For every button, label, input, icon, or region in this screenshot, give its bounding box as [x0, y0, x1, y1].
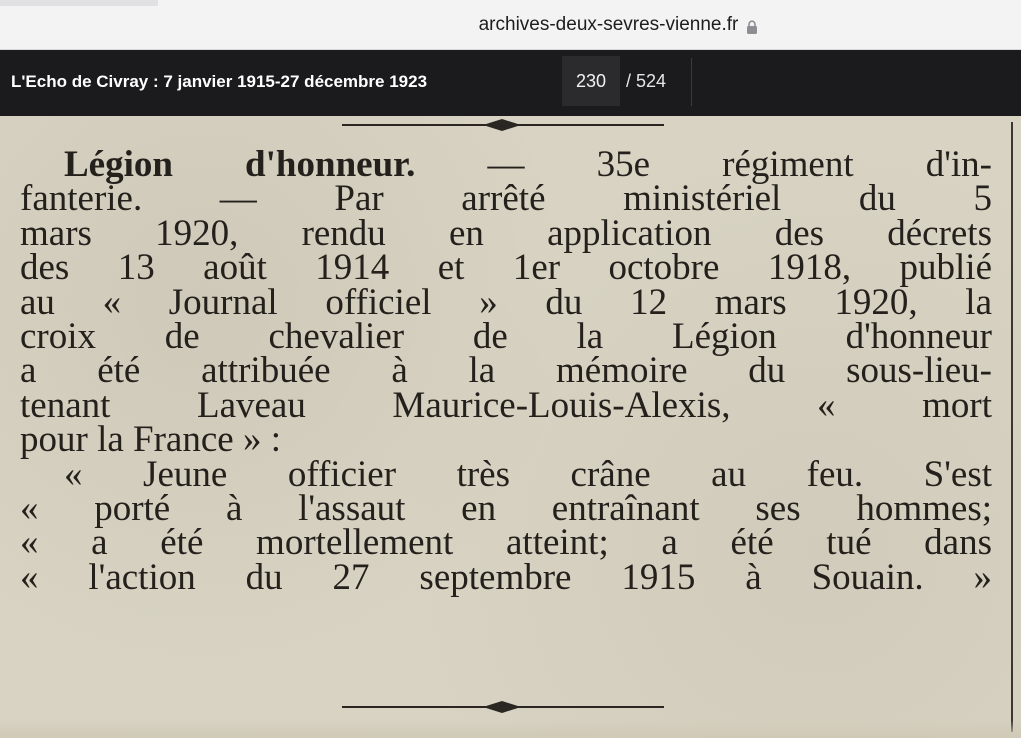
- article-line: « a été mortellement atteint; a été tué dans: [20, 522, 992, 564]
- page-fade: [0, 720, 1021, 738]
- article-line: [20, 144, 992, 185]
- article-line: fanterie. — Par arrêté ministériel du 5: [20, 178, 992, 220]
- article-line-text: — 35e régiment d'in-: [415, 144, 992, 185]
- article-line: pour la France » :: [20, 419, 281, 461]
- tab-strip-edge: [0, 0, 158, 6]
- page-total: / 524: [626, 71, 667, 91]
- article-line: tenant Laveau Maurice-Louis-Alexis, « mort: [20, 384, 992, 426]
- lock-icon: [746, 18, 758, 32]
- document-title: L'Echo de Civray : 7 janvier 1915-27 décembre 1923: [11, 72, 428, 91]
- article-text: [20, 144, 992, 598]
- top-ornament-rule: [342, 118, 664, 132]
- bottom-ornament-rule: [342, 700, 664, 714]
- article-headword: Légion d'honneur.: [64, 144, 416, 185]
- address-domain[interactable]: archives-deux-sevres-vienne.fr: [478, 14, 739, 35]
- article-line: a été attribuée à la mémoire du sous-lieu-: [20, 350, 992, 392]
- article-line: mars 1920, rendu en application des décrets: [20, 212, 992, 254]
- newspaper-scan: [0, 116, 1021, 738]
- document-viewer-toolbar: [0, 50, 1021, 116]
- article-line: au « Journal officiel » du 12 mars 1920, la: [20, 281, 992, 323]
- browser-address-bar: [0, 0, 1021, 50]
- article-line: « Jeune officier très crâne au feu. S'est: [64, 453, 992, 495]
- article-line: « l'action du 27 septembre 1915 à Souain. »: [20, 556, 992, 598]
- toolbar-divider: [691, 58, 692, 106]
- article-line: croix de chevalier de la Légion d'honneur: [20, 315, 992, 357]
- column-rule: [1011, 122, 1013, 732]
- article-line: des 13 août 1914 et 1er octobre 1918, publié: [20, 247, 992, 289]
- page-number-input[interactable]: 230: [562, 56, 620, 106]
- address-field[interactable]: [0, 14, 1021, 36]
- article-line: « porté à l'assaut en entraînant ses hommes;: [20, 487, 992, 529]
